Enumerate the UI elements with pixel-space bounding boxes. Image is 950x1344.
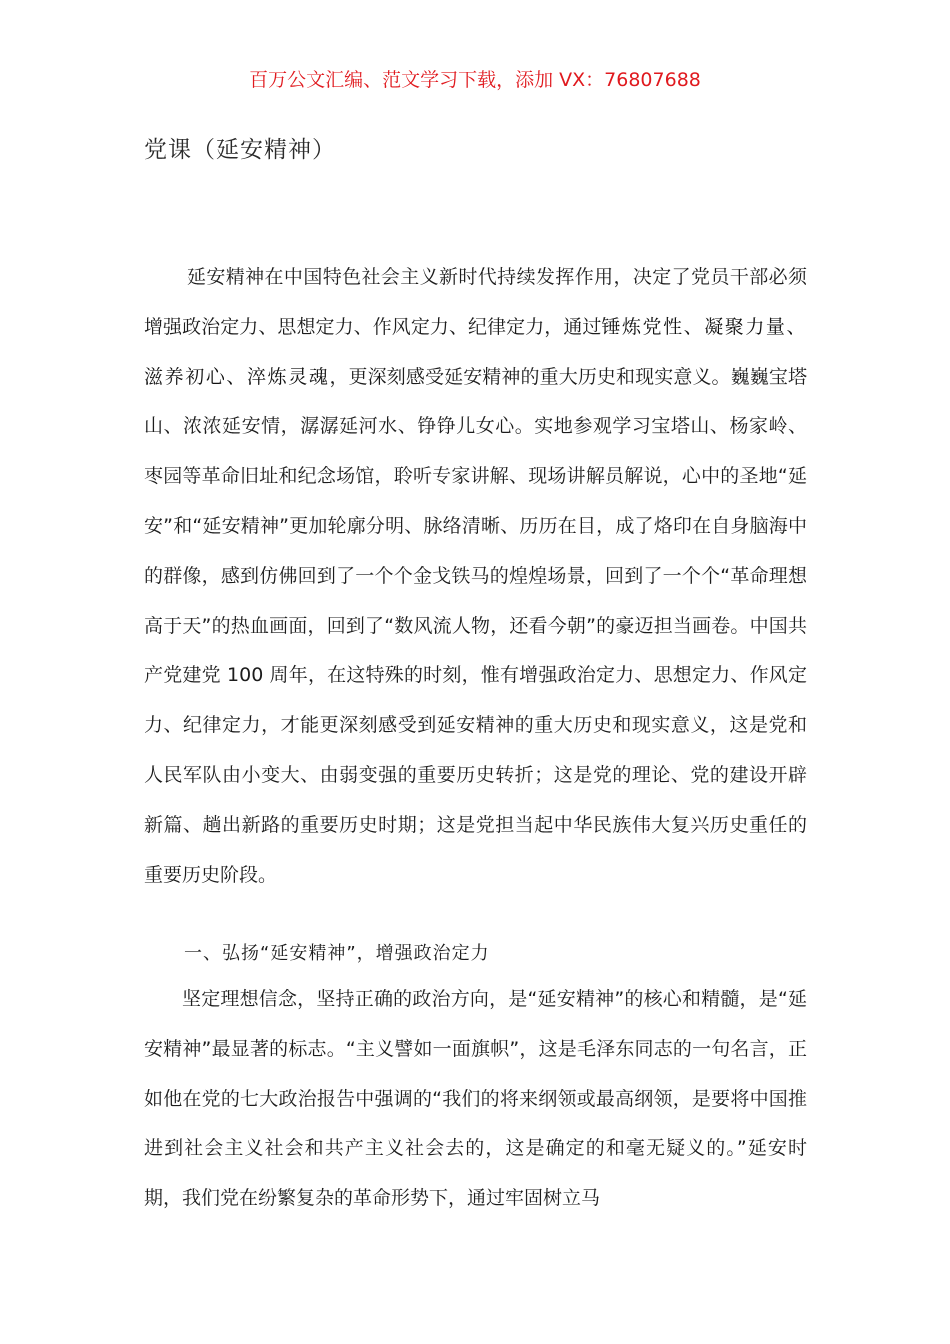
- watermark-banner: 百万公文汇编、范文学习下载，添加 VX：76807688: [249, 69, 701, 91]
- intro-paragraph: [144, 253, 807, 900]
- intro-text-part-1: 延安精神在中国特色社会主义新时代持续发挥作用，决定了党员干部必须增强政治定力、思想定力、作风定力、纪律定力，通过: [144, 266, 807, 338]
- section-1-paragraph: 坚定理想信念，坚持正确的政治方向，是“延安精神”的核心和精髓，是“延安精神”最显著的标志。“主义譬如一面旗帜”，这是毛泽东同志的一句名言，正如他在党的七大政治报告中强调的“我们的将来纲领或最高纲领，是要将中国推进到社会主义社会和共产主义社会去的，这是确定的和毫无疑义的。”延安时期，我们党在纷繁复杂的革命形势下，通过牢固树立马: [144, 988, 807, 1210]
- section-heading-1: 一、弘扬“延安精神”，增强政治定力: [184, 943, 490, 964]
- intro-text-emphasis: 锤炼党性、凝聚力量、滋养初心、淬炼灵魂: [144, 315, 807, 388]
- page-title: 党课（延安精神）: [144, 137, 336, 163]
- intro-text-part-2: ，更深刻感受延安精神的重大历史和现实意义。巍巍宝塔山、浓浓延安情，潺潺延河水、铮铮儿女心。实地参观学习宝塔山、杨家岭、枣园等革命旧址和纪念场馆，聆听专家讲解、现场讲解员解说，心中的圣地“延安”和“延安精神”更加轮廓分明、脉络清晰、历历在目，成了烙印在自身脑海中的群像，感到仿佛回到了一个个金戈铁马的煌煌场景，回到了一个个“革命理想高于天”的热血画面，回到了“数风流人物，还看今朝”的豪迈担当画卷。中国共产党建党 100 周年，在这特殊的时刻，惟有增强政治定力、思想定力、作风定力、纪律定力，才能更深刻感受到延安精神的重大历史和现实意义，这是党和人民军队由小变大、由弱变强的重要历史转折；这是党的理论、党的建设开辟新篇、趟出新路的重要历史时期；这是党担当起中华民族伟大复兴历史重任的重要历史阶段。: [144, 365, 807, 886]
